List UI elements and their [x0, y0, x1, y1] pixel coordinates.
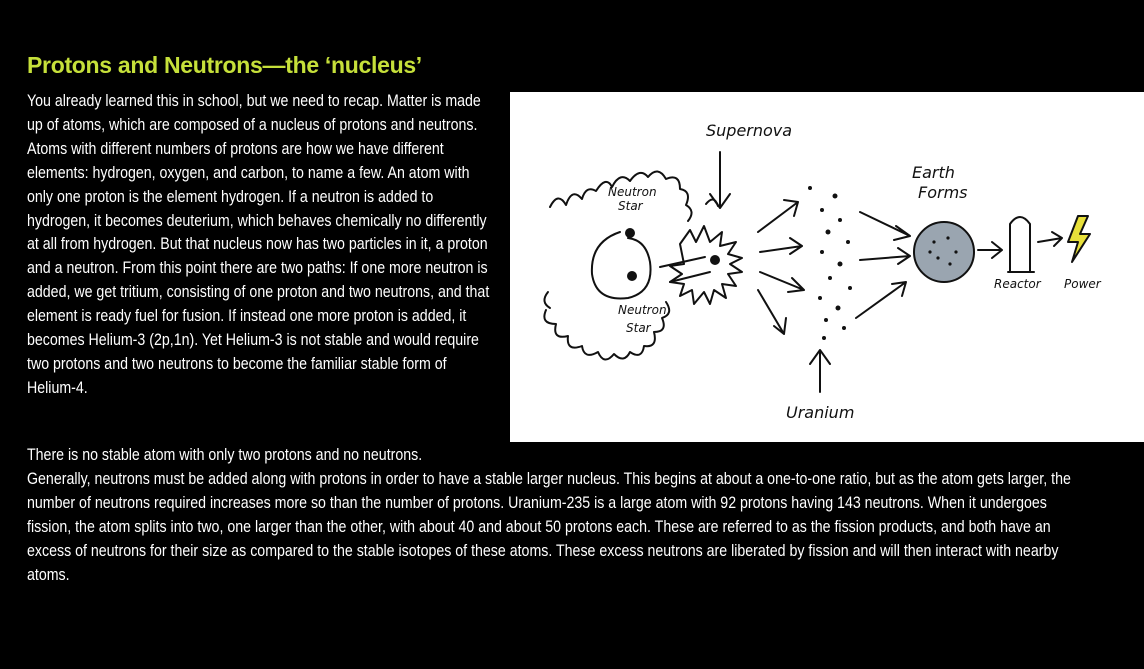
label-neutron-star-top-1: Neutron	[608, 185, 657, 199]
ejecta-arrow	[760, 272, 804, 292]
earth-reactor-arrow	[978, 242, 1002, 258]
particle-dot	[625, 228, 635, 238]
body-paragraph-line1: There is no stable atom with only two protons and no neutrons.	[27, 446, 423, 464]
converge-arrow	[856, 282, 906, 318]
label-power: Power	[1064, 277, 1101, 291]
stellar-debris	[808, 186, 852, 340]
body-paragraph-rest: Generally, neutrons must be added along with protons in order to have a stable larger nucleus. This begins at about a one-to-one ratio, but as the atom gets larger, the number of neutrons required increases more so than the number of protons. Uranium-235 is a large atom with 92 protons having 143 neutrons. When it undergoes fission, the atom splits into two, one larger than the other, with about 40 and about 50 protons each. These are referred to as the fission products, and both have an excess of neutrons for their size as compared to the stable isotopes of these atoms. These excess neutrons are liberated by fission and will then interact with nearby atoms.	[27, 469, 1071, 584]
reactor-power-arrow	[1038, 232, 1062, 246]
label-supernova: Supernova	[706, 121, 793, 140]
ejecta-arrow	[758, 200, 798, 232]
label-neutron-star-top-2: Star	[618, 199, 643, 213]
supernova-burst	[670, 226, 742, 304]
ejecta-arrow	[760, 238, 802, 254]
ejecta-arrow	[758, 290, 786, 334]
nucleosynthesis-sketch	[510, 92, 1144, 442]
label-uranium: Uranium	[786, 403, 855, 422]
converge-arrow	[860, 212, 910, 240]
earth-circle	[914, 222, 974, 282]
reactor-icon	[1010, 217, 1030, 272]
label-earth-2: Forms	[918, 183, 968, 202]
intro-paragraph: You already learned this in school, but we need to recap. Matter is made up of atoms, which are composed of a nucleus of protons and neutrons. Atoms with different numbers of protons are how we have different elements: hydrogen, oxygen, and carbon, to name a few. An atom with only one proton is the element hydrogen. If a neutron is added to hydrogen, it becomes deuterium, which behaves chemically no differently at all from hydrogen. But that nucleus now has two particles in it, a proton and a neutron. From this point there are two paths: If one more neutron is added, we get tritium, consisting of one proton and two neutrons, and that element is ready fuel for fusion. If instead one more proton is added, it becomes Helium-3 (2p,1n). Yet Helium-3 is not stable and would require two protons and two neutrons to become the familiar stable form of Helium-4.	[27, 92, 490, 397]
label-earth-1: Earth	[912, 163, 955, 182]
label-reactor: Reactor	[994, 277, 1041, 291]
converge-arrow	[860, 248, 910, 264]
neutron-star-core	[592, 232, 651, 299]
power-bolt-icon	[1068, 216, 1090, 262]
label-neutron-star-bottom-2: Star	[626, 321, 651, 335]
sketch-svg	[510, 92, 1144, 442]
particle-dot	[627, 271, 637, 281]
body-paragraph	[27, 444, 1081, 587]
supernova-arrow	[710, 152, 730, 208]
section-title: Protons and Neutrons—the ‘nucleus’	[27, 52, 422, 78]
uranium-arrow	[810, 350, 830, 392]
label-neutron-star-bottom-1: Neutron	[618, 303, 667, 317]
